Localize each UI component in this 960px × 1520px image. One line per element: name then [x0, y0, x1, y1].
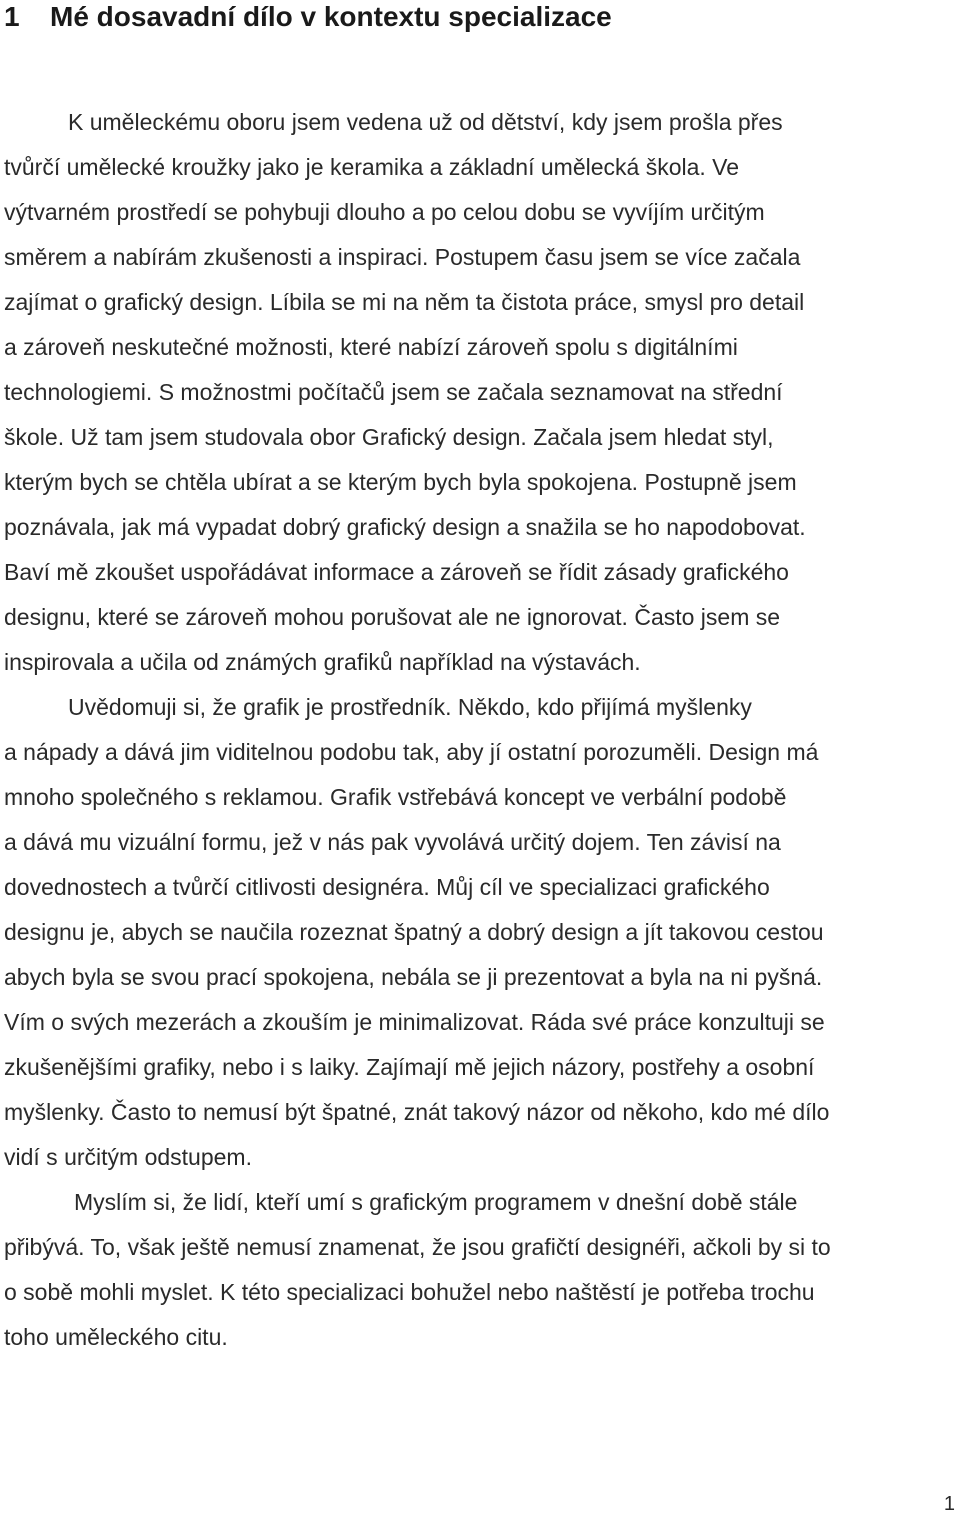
text-line: vidí s určitým odstupem. [4, 1144, 252, 1170]
text-line: a dává mu vizuální formu, jež v nás pak vyvolává určitý dojem. Ten závisí na [4, 829, 781, 855]
text-line: inspirovala a učila od známých grafiků například na výstavách. [4, 649, 641, 675]
text-line: zkušenějšími grafiky, nebo i s laiky. Zajímají mě jejich názory, postřehy a osobní [4, 1054, 815, 1080]
text-line: designu je, abych se naučila rozeznat špatný a dobrý design a jít takovou cestou [4, 919, 824, 945]
body-text [4, 100, 954, 1360]
text-line: abych byla se svou prací spokojena, nebála se ji prezentovat a byla na ni pyšná. [4, 964, 823, 990]
text-line: směrem a nabírám zkušenosti a inspiraci. Postupem času jsem se více začala [4, 244, 801, 270]
text-line: Vím o svých mezerách a zkouším je minimalizovat. Ráda své práce konzultuji se [4, 1009, 825, 1035]
text-line: přibývá. To, však ještě nemusí znamenat, že jsou grafičtí designéři, ačkoli by si to [4, 1234, 831, 1260]
text-line: Myslím si, že lidí, kteří umí s grafickým programem v dnešní době stále [74, 1189, 798, 1215]
text-line: kterým bych se chtěla ubírat a se kterým bych byla spokojena. Postupně jsem [4, 469, 797, 495]
text-line: myšlenky. Často to nemusí být špatné, znát takový názor od někoho, kdo mé dílo [4, 1099, 830, 1125]
text-line: zajímat o grafický design. Líbila se mi na něm ta čistota práce, smysl pro detail [4, 289, 805, 315]
text-line: Uvědomuji si, že grafik je prostředník. Někdo, kdo přijímá myšlenky [68, 694, 752, 720]
text-line: Baví mě zkoušet uspořádávat informace a zároveň se řídit zásady grafického [4, 559, 789, 585]
text-line: výtvarném prostředí se pohybuji dlouho a po celou dobu se vyvíjím určitým [4, 199, 765, 225]
text-line: tvůrčí umělecké kroužky jako je keramika a základní umělecká škola. Ve [4, 154, 740, 180]
chapter-number: 1 [4, 1, 20, 32]
chapter-heading [4, 0, 612, 34]
page-number: 1 [943, 1493, 955, 1515]
text-line: poznávala, jak má vypadat dobrý grafický design a snažila se ho napodobovat. [4, 514, 806, 540]
text-line: mnoho společného s reklamou. Grafik vstřebává koncept ve verbální podobě [4, 784, 787, 810]
text-line: o sobě mohli myslet. K této specializaci bohužel nebo naštěstí je potřeba trochu [4, 1279, 815, 1305]
text-line: škole. Už tam jsem studovala obor Grafický design. Začala jsem hledat styl, [4, 424, 774, 450]
text-line: dovednostech a tvůrčí citlivosti designéra. Můj cíl ve specializaci grafického [4, 874, 770, 900]
chapter-title: Mé dosavadní dílo v kontextu specializace [50, 1, 612, 32]
text-line: designu, které se zároveň mohou porušovat ale ne ignorovat. Často jsem se [4, 604, 781, 630]
text-line: a nápady a dává jim viditelnou podobu tak, aby jí ostatní porozuměli. Design má [4, 739, 819, 765]
text-line: technologiemi. S možnostmi počítačů jsem se začala seznamovat na střední [4, 379, 783, 405]
text-line: a zároveň neskutečné možnosti, které nabízí zároveň spolu s digitálními [4, 334, 738, 360]
text-line: toho uměleckého citu. [4, 1324, 228, 1350]
text-line: K uměleckému oboru jsem vedena už od dětství, kdy jsem prošla přes [68, 109, 783, 135]
